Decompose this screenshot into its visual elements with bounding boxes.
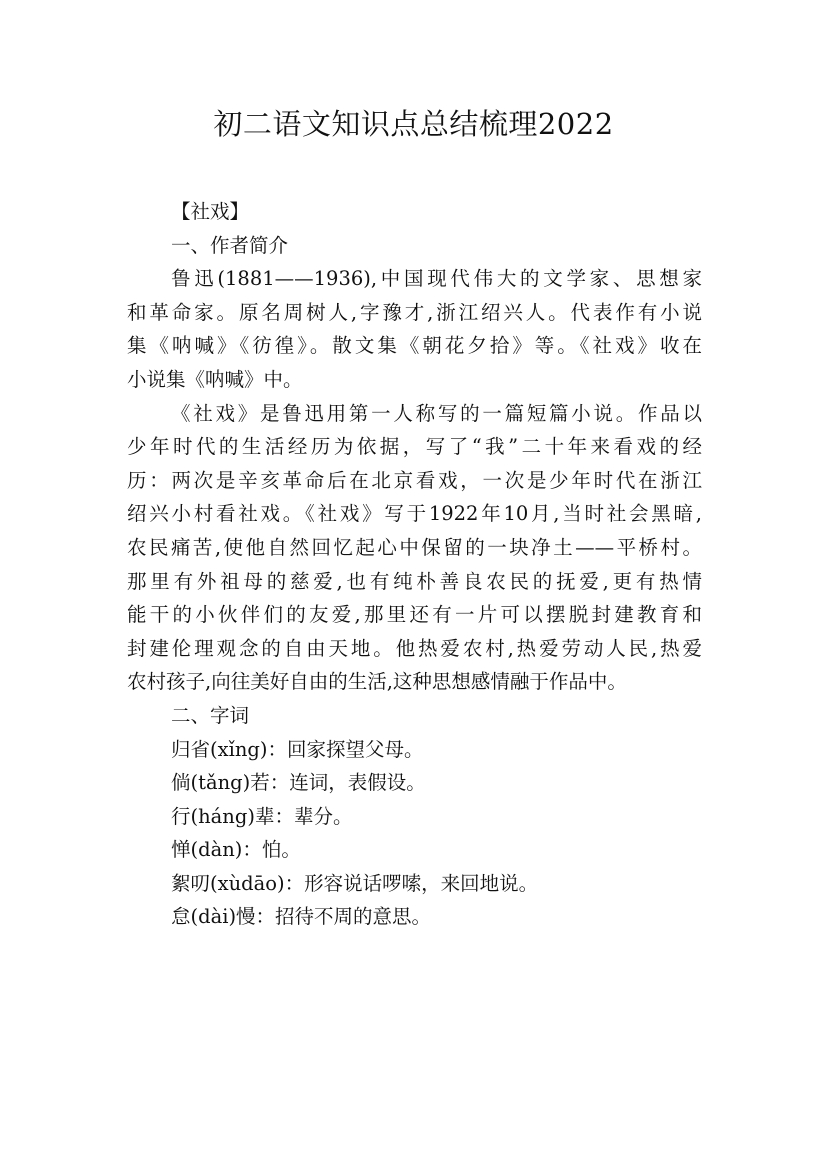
heading-author-intro: 一、作者简介	[171, 233, 289, 257]
paragraph-work	[127, 397, 702, 699]
paragraph-author	[127, 262, 702, 396]
paragraph-line: 少年时代的生活经历为依据，写了“我”二十年来看戏的经	[127, 435, 702, 459]
vocab-item: 怠(dài)慢：招待不周的意思。	[171, 905, 432, 929]
paragraph-line: 绍兴小村看社戏。《社戏》写于1922年10月,当时社会黑暗,	[127, 502, 702, 526]
vocab-item: 惮(dàn)：怕。	[171, 838, 301, 862]
paragraph-line: 农村孩子,向往美好自由的生活,这种思想感情融于作品中。	[127, 670, 627, 694]
paragraph-line: 能干的小伙伴们的友爱,那里还有一片可以摆脱封建教育和	[127, 603, 702, 627]
paragraph-line: 历：两次是辛亥革命后在北京看戏，一次是少年时代在浙江	[127, 468, 702, 492]
paragraph-line: 农民痛苦,使他自然回忆起心中保留的一块净土——平桥村。	[127, 535, 702, 559]
paragraph-line: 《社戏》是鲁迅用第一人称写的一篇短篇小说。作品以	[171, 401, 702, 425]
paragraph-line: 小说集《呐喊》中。	[127, 367, 303, 391]
vocab-item: 行(háng)辈：辈分。	[171, 804, 353, 828]
vocab-item: 归省(xǐng)：回家探望父母。	[171, 737, 424, 761]
paragraph-line: 那里有外祖母的慈爱,也有纯朴善良农民的抚爱,更有热情	[127, 569, 702, 593]
section-tag: 【社戏】	[171, 200, 250, 223]
paragraph-line: 鲁迅(1881——1936),中国现代伟大的文学家、思想家	[171, 267, 702, 291]
paragraph-line: 封建伦理观念的自由天地。他热爱农村,热爱劳动人民,热爱	[127, 636, 702, 660]
document-title: 初二语文知识点总结梳理2022	[213, 107, 614, 141]
document-body	[127, 195, 702, 934]
paragraph-line: 和革命家。原名周树人,字豫才,浙江绍兴人。代表作有小说	[127, 300, 702, 324]
vocab-item: 倘(tǎng)若：连词，表假设。	[171, 771, 426, 795]
heading-vocabulary: 二、字词	[171, 703, 250, 727]
paragraph-line: 集《呐喊》《彷徨》。散文集《朝花夕拾》等。《社戏》收在	[127, 334, 702, 358]
vocab-item: 絮叨(xùdāo)：形容说话啰嗦，来回地说。	[171, 871, 539, 895]
